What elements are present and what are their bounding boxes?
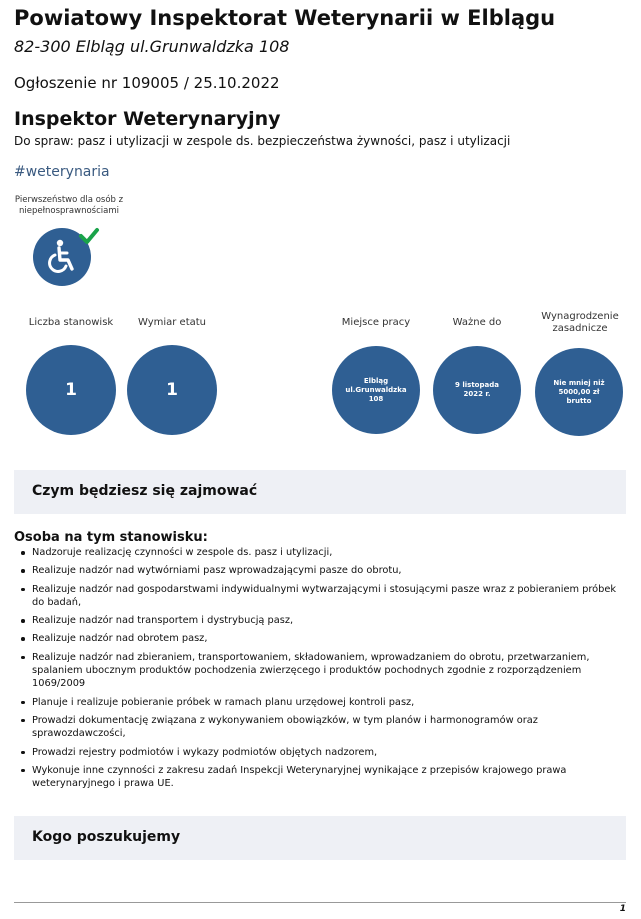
stat-salary-value: Nie mniej niż 5000,00 zł brutto	[553, 378, 605, 405]
stat-label-salary: Wynagrodzenie zasadnicze	[541, 311, 619, 334]
seeking-section-header	[14, 816, 626, 860]
checkmark-icon	[78, 226, 100, 246]
stat-label-workplace: Miejsce pracy	[341, 317, 411, 328]
stat-workplace-circle	[332, 346, 420, 434]
job-title: Inspektor Weterynaryjny	[14, 108, 281, 130]
list-item: Realizuje nadzór nad obrotem pasz,	[14, 632, 619, 645]
list-item: Prowadzi rejestry podmiotów i wykazy podmiotów objętych nadzorem,	[14, 746, 619, 759]
list-item: Realizuje nadzór nad transportem i dystrybucją pasz,	[14, 614, 619, 627]
list-item: Nadzoruje realizację czynności w zespole ds. pasz i utylizacji,	[14, 546, 619, 559]
duties-intro: Osoba na tym stanowisku:	[14, 530, 208, 545]
list-item: Realizuje nadzór nad zbieraniem, transportowaniem, składowaniem, wprowadzaniem do obrotu, przetwarzaniem, spalaniem ubocznym produktów pochodzenia zwierzęcego i produktów pochodnych zgodnie z rozporządzeniem 1069/2009	[14, 651, 619, 691]
duties-section-header	[14, 470, 626, 514]
notice-number: Ogłoszenie nr 109005 / 25.10.2022	[14, 74, 280, 92]
institution-name: Powiatowy Inspektorat Weterynarii w Elblągu	[14, 6, 556, 30]
list-item: Prowadzi dokumentację związana z wykonywaniem obowiązków, w tym planów i harmonogramów oraz sprawozdawczości,	[14, 714, 619, 741]
stat-label-positions: Liczba stanowisk	[28, 317, 114, 328]
priority-label: Pierwszeństwo dla osób z niepełnosprawnościami	[14, 195, 124, 216]
stat-workload-circle: 1	[127, 345, 217, 435]
job-scope: Do spraw: pasz i utylizacji w zespole ds. bezpieczeństwa żywności, pasz i utylizacji	[14, 134, 511, 148]
list-item: Planuje i realizuje pobieranie próbek w ramach planu urzędowej kontroli pasz,	[14, 696, 619, 709]
footer-divider	[14, 902, 626, 903]
institution-address: 82-300 Elbląg ul.Grunwaldzka 108	[14, 37, 290, 56]
seeking-heading: Kogo poszukujemy	[32, 829, 181, 845]
list-item: Realizuje nadzór nad gospodarstwami indywidualnymi wytwarzającymi i stosującymi pasze wraz z pobieraniem próbek do badań,	[14, 583, 619, 610]
page-number: 1	[619, 904, 626, 914]
stat-workplace-value: Elbląg ul.Grunwaldzka 108	[345, 376, 407, 403]
list-item: Wykonuje inne czynności z zakresu zadań Inspekcji Weterynaryjnej wynikające z przepisów krajowego prawa weterynaryjnego i prawa UE.	[14, 764, 619, 791]
stat-valid-until-value: 9 listopada 2022 r.	[455, 381, 499, 398]
stat-label-workload: Wymiar etatu	[137, 317, 207, 328]
stat-positions-circle: 1	[26, 345, 116, 435]
stat-label-valid-until: Ważne do	[452, 317, 502, 328]
hashtag-link[interactable]: #weterynaria	[14, 164, 110, 180]
stat-valid-until-circle	[433, 346, 521, 434]
list-item: Realizuje nadzór nad wytwórniami pasz wprowadzającymi pasze do obrotu,	[14, 564, 619, 577]
duties-heading: Czym będziesz się zajmować	[32, 483, 258, 499]
duties-list	[14, 546, 619, 795]
stat-salary-circle	[535, 348, 623, 436]
